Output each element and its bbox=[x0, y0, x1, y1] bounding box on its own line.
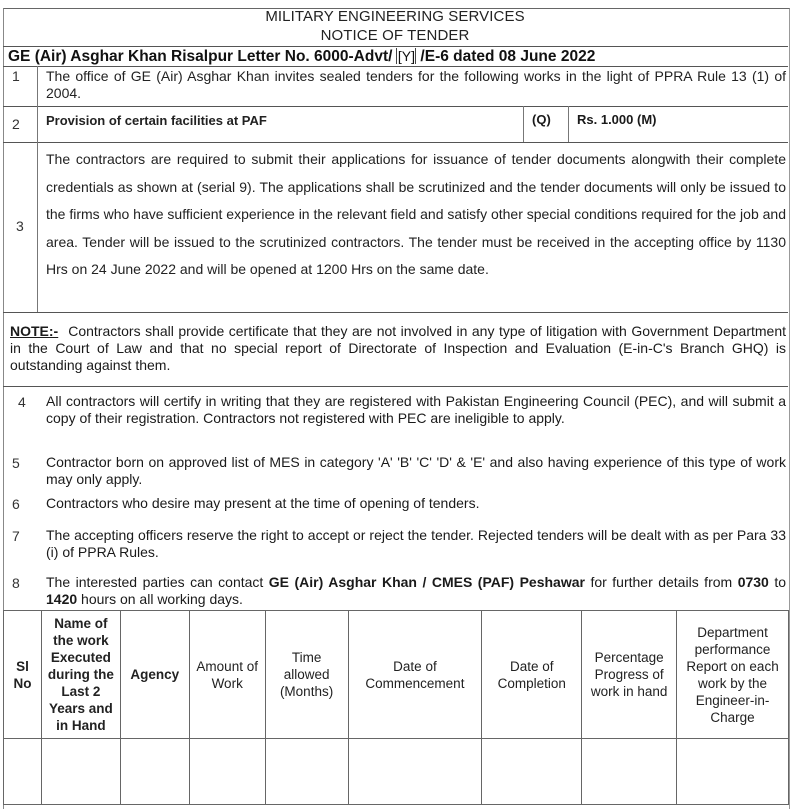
serial-number: 8 bbox=[12, 575, 20, 591]
table-cell bbox=[265, 739, 348, 805]
serial-number: 2 bbox=[12, 116, 20, 132]
column-divider bbox=[37, 142, 38, 312]
column-divider bbox=[37, 106, 38, 142]
notice-title: NOTICE OF TENDER bbox=[320, 27, 470, 44]
paragraph-1: The office of GE (Air) Asghar Khan invites sealed tenders for the following works in the light of PPRA Rule 13 (1) of 2004. bbox=[46, 68, 786, 101]
divider bbox=[3, 46, 788, 47]
text: The interested parties can contact bbox=[46, 574, 269, 590]
serial-number: 4 bbox=[18, 394, 26, 410]
column-header-amount: Amount of Work bbox=[189, 611, 265, 739]
column-header-work-name: Name of the work Executed during the Last 2 Years and in Hand bbox=[41, 611, 120, 739]
column-divider bbox=[523, 106, 524, 142]
column-divider bbox=[37, 66, 38, 106]
column-header-progress: Percentage Progress of work in hand bbox=[582, 611, 677, 739]
table-header-row bbox=[4, 611, 789, 739]
letter-reference bbox=[8, 48, 595, 66]
table-cell bbox=[4, 739, 42, 805]
condition-8 bbox=[46, 574, 786, 608]
table-cell bbox=[482, 739, 582, 805]
estimated-cost: Rs. 1.000 (M) bbox=[577, 112, 657, 127]
work-name: Provision of certain facilities at PAF bbox=[46, 113, 267, 128]
column-header-commencement: Date of Commencement bbox=[348, 611, 482, 739]
column-header-time-allowed: Time allowed (Months) bbox=[265, 611, 348, 739]
text: for further details from bbox=[584, 574, 738, 590]
table-cell bbox=[677, 739, 789, 805]
divider bbox=[3, 66, 788, 67]
table-cell bbox=[582, 739, 677, 805]
column-divider bbox=[568, 106, 569, 142]
reference-prefix: GE (Air) Asghar Khan Risalpur Letter No. 6000-Advt/ bbox=[8, 48, 393, 65]
serial-number: 7 bbox=[12, 528, 20, 544]
condition-6: Contractors who desire may present at the time of opening of tenders. bbox=[46, 495, 480, 511]
serial-number: 6 bbox=[12, 496, 20, 512]
column-header-performance-report: Department performance Report on each work by the Engineer-in-Charge bbox=[677, 611, 789, 739]
column-header-completion: Date of Completion bbox=[482, 611, 582, 739]
note-block bbox=[10, 323, 786, 374]
organization-title: MILITARY ENGINEERING SERVICES bbox=[265, 8, 525, 25]
note-text: Contractors shall provide certificate that they are not involved in any type of litigation with Government Department in the Court of Law and that no special report of Directorate of Inspection and Evaluation (E-in-C's Branch GHQ) is outstanding against them. bbox=[10, 323, 786, 373]
reference-suffix: /E-6 dated 08 June 2022 bbox=[420, 48, 596, 65]
start-time: 0730 bbox=[737, 574, 769, 590]
column-header-sl-no: Sl No bbox=[4, 611, 42, 739]
table-cell bbox=[120, 739, 189, 805]
divider bbox=[3, 106, 788, 107]
text: hours on all working days. bbox=[77, 591, 243, 607]
condition-4: All contractors will certify in writing that they are registered with Pakistan Engineering Council (PEC), and will submit a copy of their registration. Contractors not registered with PEC are ineligible to apply. bbox=[46, 393, 786, 426]
divider bbox=[3, 142, 788, 143]
condition-5: Contractor born on approved list of MES in category 'A' 'B' 'C' 'D' & 'E' and also having experience of this type of work may only apply. bbox=[46, 454, 786, 487]
table-row bbox=[4, 739, 789, 805]
work-category: (Q) bbox=[532, 112, 551, 127]
paragraph-3: The contractors are required to submit their applications for issuance of tender documents alongwith their complete credentials as shown at (serial 9). The applications shall be scrutinized and the tender documents will only be issued to the firms who have sufficient experience in the relevant field and satisfy other special conditions required for the job and area. Tender will be issued to the scrutinized contractors. The tender must be received in the accepting office by 1130 Hrs on 24 June 2022 and will be opened at 1200 Hrs on the same date. bbox=[46, 151, 786, 277]
serial-number: 5 bbox=[12, 455, 20, 471]
reference-box: [Y] bbox=[397, 48, 415, 64]
condition-7: The accepting officers reserve the right to accept or reject the tender. Rejected tenders will be dealt with as per Para 33 (i) of PPRA Rules. bbox=[46, 527, 786, 560]
divider bbox=[3, 312, 788, 313]
serial-number: 1 bbox=[12, 68, 20, 84]
contact-office: GE (Air) Asghar Khan / CMES (PAF) Peshawar bbox=[268, 574, 585, 590]
works-experience-table bbox=[3, 610, 789, 805]
table-cell bbox=[41, 739, 120, 805]
note-label: NOTE:- bbox=[10, 323, 59, 339]
text: to bbox=[768, 574, 787, 590]
serial-number: 3 bbox=[16, 218, 24, 234]
divider bbox=[3, 386, 788, 387]
table-cell bbox=[348, 739, 482, 805]
end-time: 1420 bbox=[46, 591, 78, 607]
table-cell bbox=[189, 739, 265, 805]
column-header-agency: Agency bbox=[120, 611, 189, 739]
